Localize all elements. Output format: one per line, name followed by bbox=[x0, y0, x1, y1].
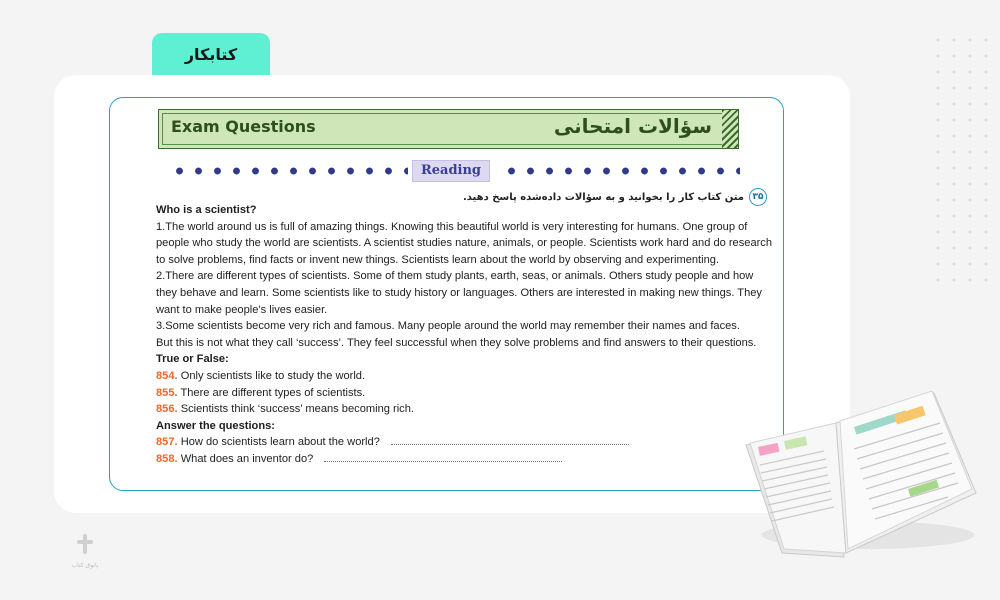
passage-line: But this is not what they call ‘success’. They feel successful when they solve problems and find answers to their questions. bbox=[156, 336, 757, 349]
question-text: What does an inventor do? bbox=[180, 452, 314, 465]
question-number: 855. bbox=[156, 386, 178, 399]
question-number: 858. bbox=[156, 452, 178, 465]
question-number: 856. bbox=[156, 403, 178, 416]
divider-dots-right bbox=[502, 164, 740, 178]
question-text: How do scientists learn about the world? bbox=[180, 436, 380, 449]
passage-line: people who study the world are scientists. A scientist studies nature, animals, or people. Scientists work hard and do research bbox=[156, 237, 773, 250]
passage-line: 2.There are different types of scientists. Some of them study plants, earth, seas, or animals. Others study people and how bbox=[156, 270, 754, 283]
question-text: There are different types of scientists. bbox=[180, 386, 366, 399]
passage-title: Who is a scientist? bbox=[156, 204, 257, 216]
brand-logo-text: پاتوق کتاب bbox=[71, 562, 99, 569]
banner-hatch-decoration bbox=[722, 110, 738, 148]
brand-logo bbox=[60, 532, 110, 569]
question-item bbox=[156, 385, 738, 402]
category-tab[interactable]: کتابکار bbox=[152, 33, 270, 75]
passage-line: to solve problems, find facts or invent new things. Scientists learn about the world by observing and experimenting. bbox=[156, 253, 720, 266]
question-text: Scientists think ‘success’ means becoming rich. bbox=[180, 403, 414, 416]
brand-logo-icon bbox=[75, 532, 95, 556]
passage-line: they behave and learn. Some scientists like to study history or languages. Others are interested in making new things. They bbox=[156, 286, 762, 299]
open-workbook-image bbox=[744, 385, 980, 560]
instruction-text: متن کتاب کار را بخوانید و به سؤالات داده‌شده پاسخ دهید. bbox=[462, 191, 744, 203]
question-number: 857. bbox=[156, 436, 178, 449]
question-number: 854. bbox=[156, 369, 178, 382]
decorative-dot-grid bbox=[930, 32, 994, 292]
reading-section-label: Reading bbox=[412, 160, 490, 182]
passage-line: want to make people’s lives easier. bbox=[156, 303, 328, 316]
answer-line[interactable] bbox=[324, 453, 562, 462]
banner-title-fa: سؤالات امتحانی bbox=[553, 114, 712, 138]
question-item bbox=[156, 368, 738, 385]
instruction-number: ۳۵ bbox=[749, 188, 767, 206]
divider-dots-left bbox=[170, 164, 408, 178]
true-false-heading: True or False: bbox=[156, 353, 229, 366]
banner-title-en: Exam Questions bbox=[171, 117, 316, 136]
passage-line: 1.The world around us is full of amazing things. Knowing this beautiful world is very interesting for humans. One group of bbox=[156, 220, 748, 233]
question-item bbox=[156, 451, 738, 468]
workbook-page bbox=[109, 97, 784, 491]
passage-line: 3.Some scientists become very rich and famous. Many people around the world may remember their names and faces. bbox=[156, 320, 740, 333]
answer-heading: Answer the questions: bbox=[156, 419, 275, 432]
answer-line[interactable] bbox=[391, 436, 629, 445]
question-item bbox=[156, 401, 738, 418]
passage-body bbox=[156, 202, 773, 468]
section-banner bbox=[158, 109, 739, 149]
question-text: Only scientists like to study the world. bbox=[180, 369, 366, 382]
question-item bbox=[156, 434, 738, 451]
